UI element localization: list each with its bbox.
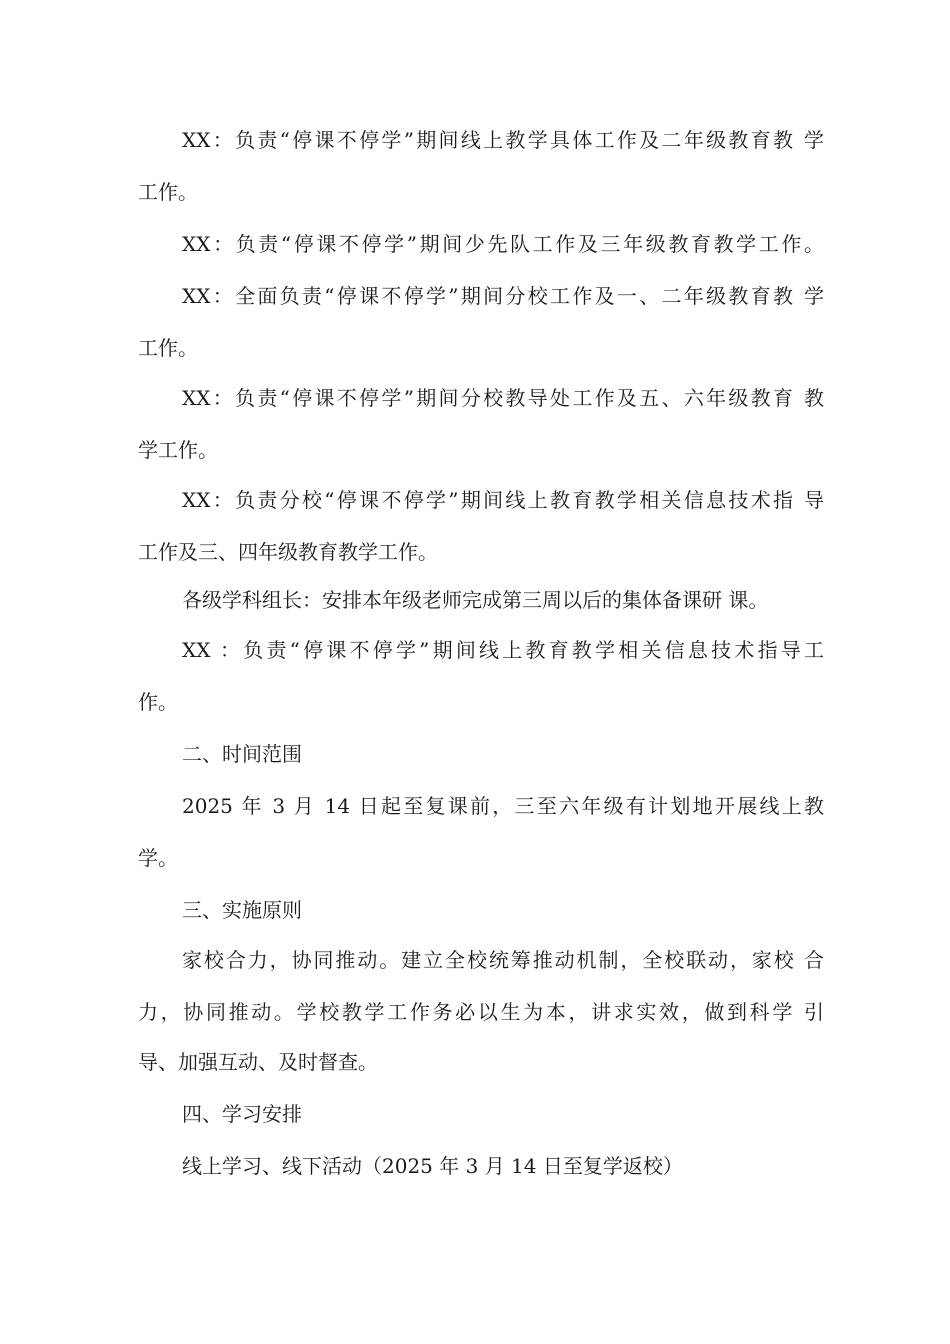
paragraph-line: 学工作。 — [138, 438, 218, 462]
paragraph-line: 各级学科组长：安排本年级老师完成第三周以后的集体备课研 课。 — [182, 588, 769, 612]
paragraph-line: XX：负责“停课不停学”期间少先队工作及三年级教育教学工作。 — [182, 232, 824, 256]
paragraph-line: 作。 — [138, 690, 178, 714]
paragraph-line: XX：负责“停课不停学”期间线上教学具体工作及二年级教育教 学 — [182, 128, 824, 152]
paragraph-line: XX：负责分校“停课不停学”期间线上教育教学相关信息技术指 导 — [182, 488, 824, 512]
paragraph-line: 线上学习、线下活动（2025 年 3 月 14 日至复学返校） — [182, 1154, 683, 1178]
paragraph-line: XX ：负责“停课不停学”期间线上教育教学相关信息技术指导工 — [182, 638, 824, 662]
paragraph-line: 力，协同推动。学校教学工作务必以生为本，讲求实效，做到科学 引 — [138, 1000, 824, 1024]
section-heading: 四、学习安排 — [182, 1102, 302, 1126]
section-heading: 二、时间范围 — [182, 742, 302, 766]
paragraph-line: 2025 年 3 月 14 日起至复课前，三至六年级有计划地开展线上教 — [182, 794, 824, 818]
section-heading: 三、实施原则 — [182, 898, 302, 922]
paragraph-line: 导、加强互动、及时督查。 — [138, 1050, 378, 1074]
paragraph-line: 工作。 — [138, 336, 198, 360]
paragraph-line: 家校合力，协同推动。建立全校统筹推动机制，全校联动，家校 合 — [182, 948, 824, 972]
paragraph-line: 工作。 — [138, 180, 198, 204]
paragraph-line: XX：全面负责“停课不停学”期间分校工作及一、二年级教育教 学 — [182, 284, 824, 308]
paragraph-line: 工作及三、四年级教育教学工作。 — [138, 540, 438, 564]
paragraph-line: 学。 — [138, 846, 178, 870]
paragraph-line: XX：负责“停课不停学”期间分校教导处工作及五、六年级教育 教 — [182, 386, 824, 410]
